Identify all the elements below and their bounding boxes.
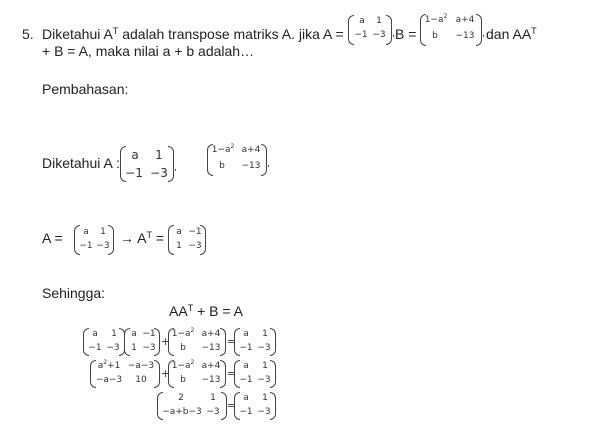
diketahui-label: Diketahui A :: [42, 155, 120, 171]
row2-matrix-result: a 1 −1 −3: [234, 360, 276, 388]
equals-sign: =: [227, 335, 237, 348]
row1-matrix-at: a −1 1 −3: [124, 328, 160, 356]
row1-matrix-b: $1-a^2$ a+4 b −13: [168, 328, 226, 356]
matrix-b-given: $1-a^2$ a+4 b −13: [207, 144, 267, 176]
dan-aat: dan $AA^T$: [486, 26, 537, 42]
row2-matrix-product: $a^2+1$ −a−3 −a−3 10: [90, 360, 160, 388]
row1-matrix-result: a 1 −1 −3: [234, 328, 276, 356]
row3-matrix-sum: 2 1 −a+b−3 −3: [157, 392, 227, 420]
row3-matrix-result: a 1 −1 −3: [234, 392, 276, 420]
equals-sign: =: [227, 399, 237, 412]
problem-line-2: + B = A, maka nilai a + b adalah…: [42, 43, 255, 59]
sehingga-heading: Sehingga:: [42, 285, 106, 301]
plus-sign: +: [161, 335, 171, 348]
problem-number: 5.: [22, 26, 34, 42]
problem-line-1: Diketahui $A^T$ adalah transpose matriks A. jika A =: [42, 26, 344, 42]
matrix-b-statement: $1-a^2$ a+4 b −13: [420, 14, 482, 46]
matrix-a-given: a 1 −1 −3: [120, 146, 174, 182]
equals-sign: =: [227, 367, 237, 380]
comma: ,: [267, 158, 270, 169]
pembahasan-heading: Pembahasan:: [42, 81, 129, 97]
row2-matrix-b: $1-a^2$ a+4 b −13: [168, 360, 226, 388]
comma: ,: [174, 162, 177, 173]
matrix-a-line: a 1 −1 −3: [74, 225, 114, 255]
comma: ,: [392, 28, 395, 39]
matrix-at-line: a −1 1 −3: [168, 225, 206, 255]
plus-sign: +: [161, 367, 171, 380]
arrow-at: → $A^T$ =: [120, 230, 165, 246]
aat-equation: $AA^T + B = A$: [169, 303, 244, 319]
b-eq-label: B =: [395, 26, 417, 42]
matrix-a-statement: a 1 −1 −3: [348, 15, 392, 45]
comma: ,: [482, 28, 485, 39]
row1-matrix-a: a 1 −1 −3: [83, 328, 125, 356]
a-eq-label: A =: [42, 230, 63, 246]
